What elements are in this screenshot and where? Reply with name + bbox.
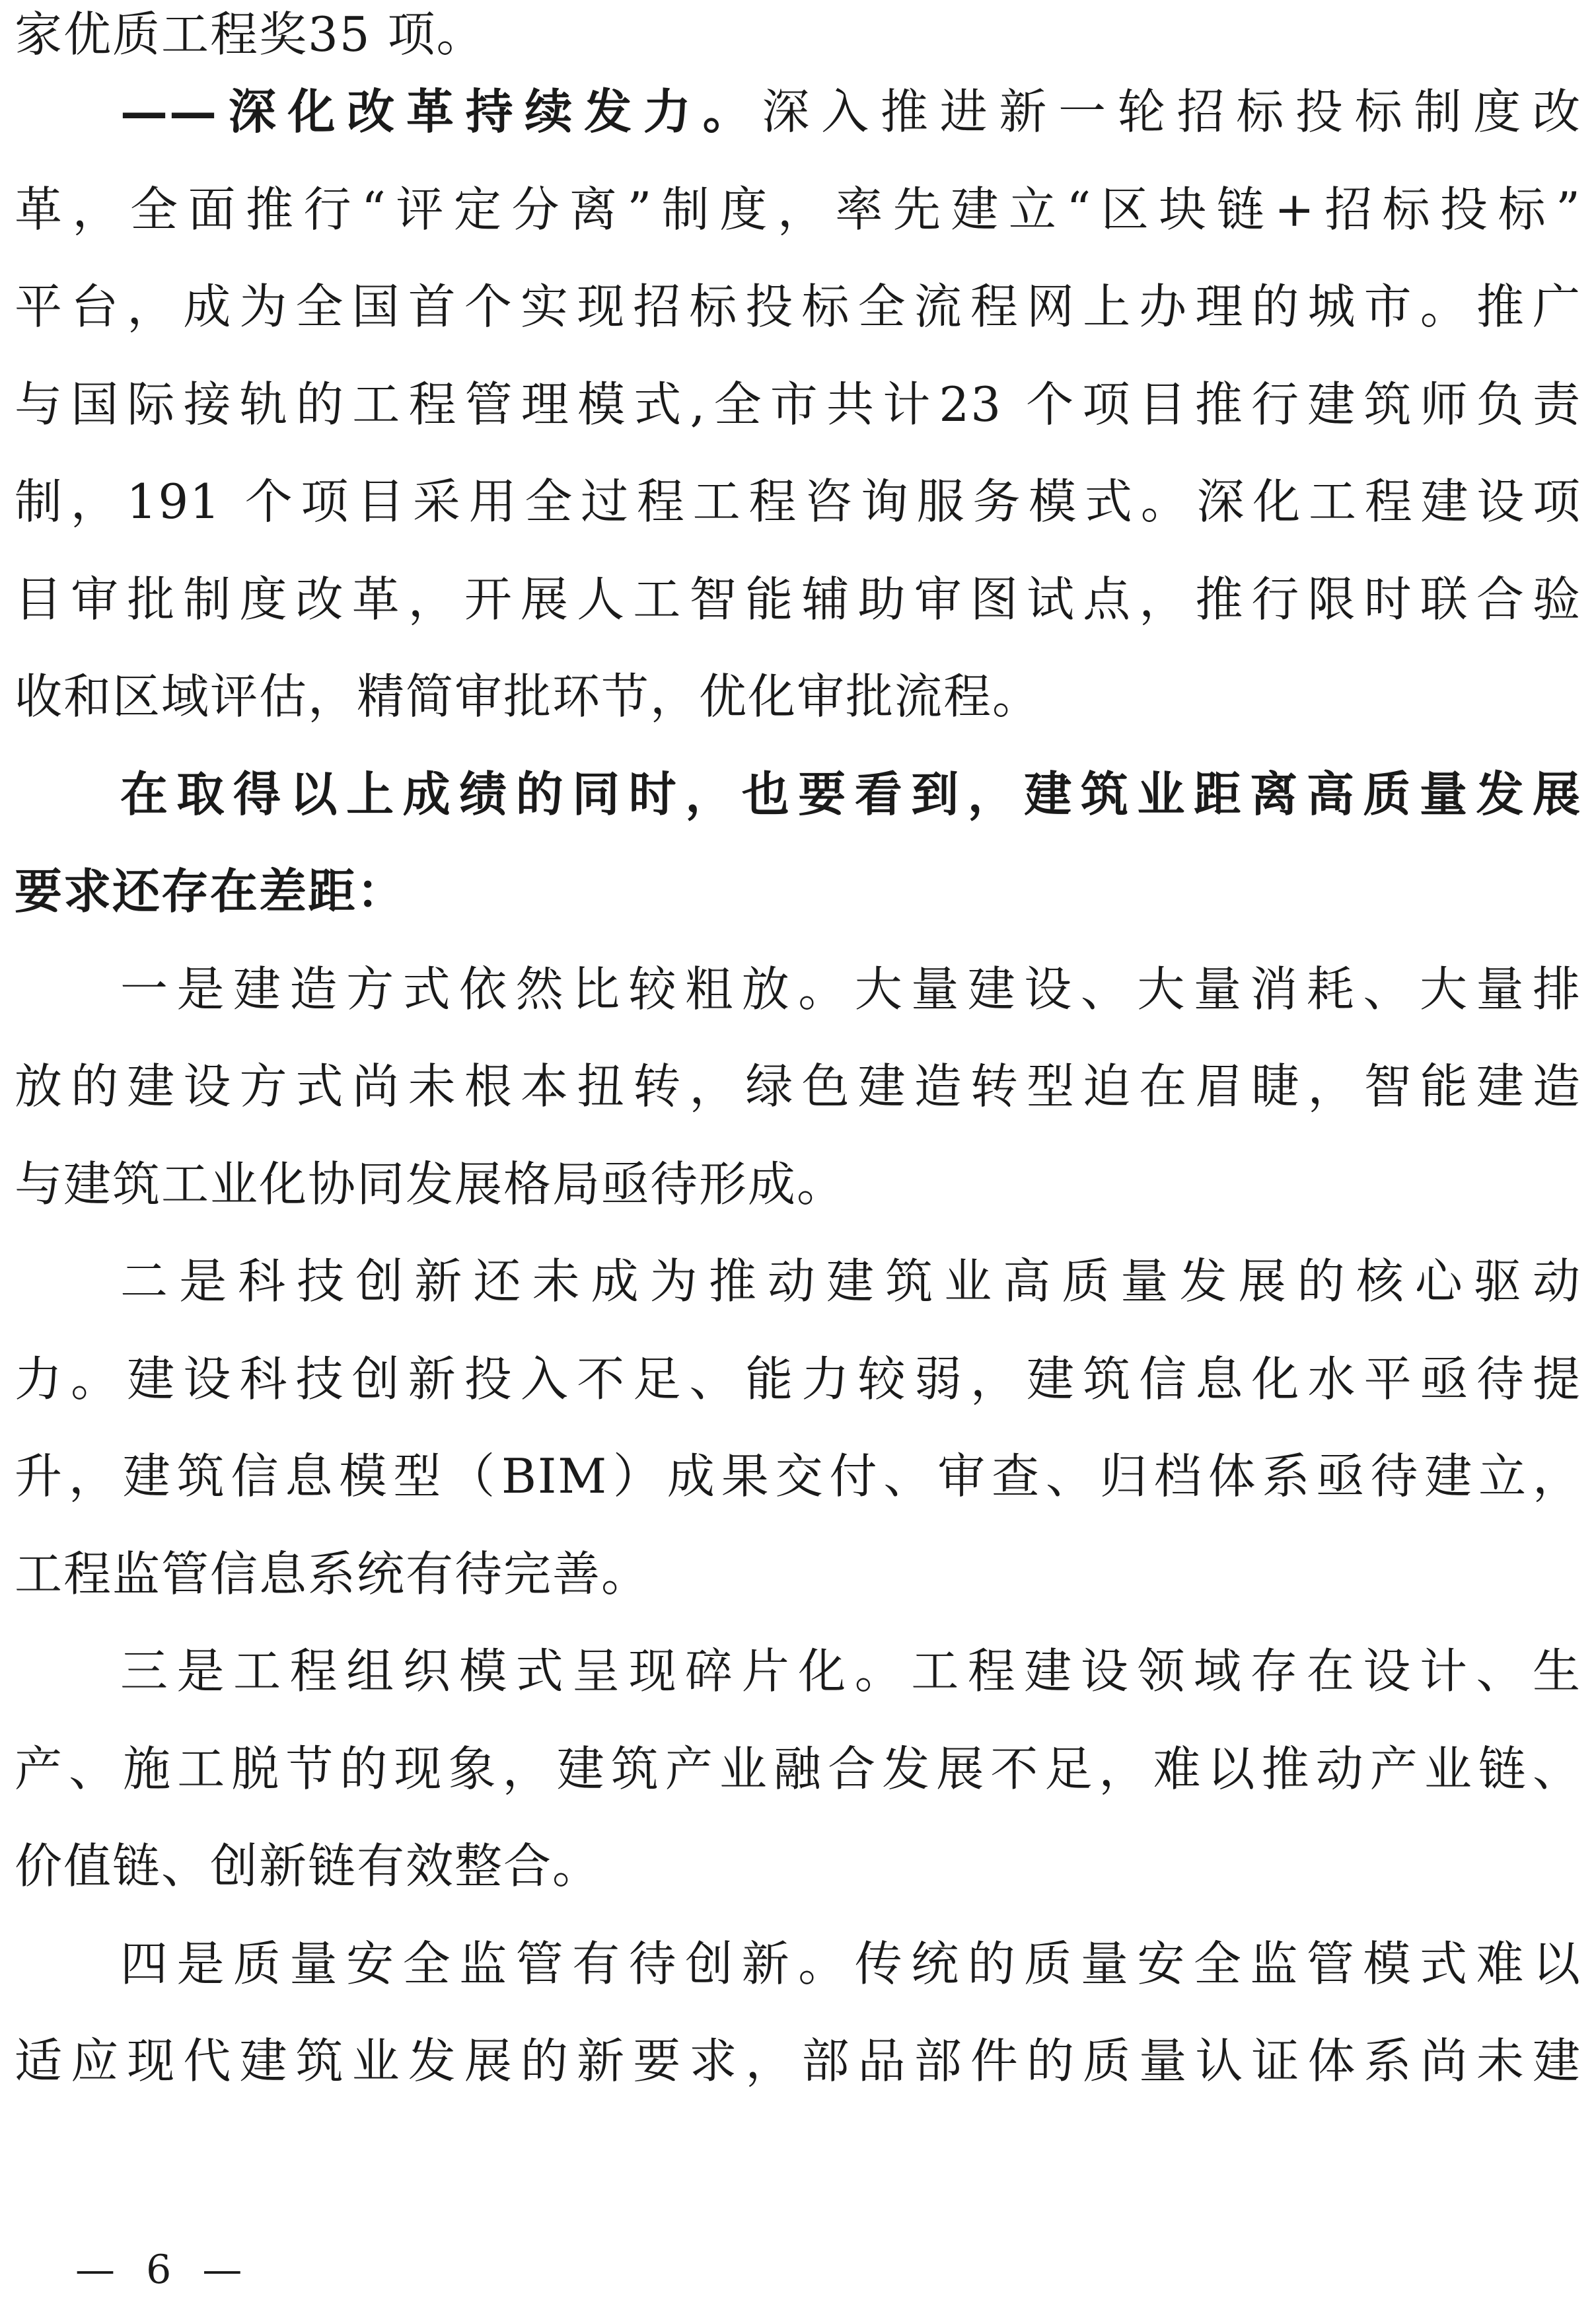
text-line: 收和区域评估，精简审批环节，优化审批流程。 [15, 669, 1042, 724]
text-line: 力。建设科技创新投入不足、能力较弱，建筑信息化水平亟待提 [15, 1351, 1581, 1407]
text-line: 价值链、创新链有效整合。 [15, 1838, 602, 1894]
text-line: 四是质量安全监管有待创新。传统的质量安全监管模式难以 [120, 1935, 1581, 1992]
document-page [15, 0, 1581, 2318]
text-line: 三是工程组织模式呈现碎片化。工程建设领域存在设计、生 [120, 1643, 1581, 1699]
text-line: 一是建造方式依然比较粗放。大量建设、大量消耗、大量排 [120, 961, 1581, 1017]
text-line: 适应现代建筑业发展的新要求，部品部件的质量认证体系尚未建 [15, 2033, 1581, 2089]
text-line: 与建筑工业化协同发展格局亟待形成。 [15, 1156, 846, 1212]
text-line [15, 77, 1581, 175]
text-line: 革，全面推行“评定分离”制度，率先建立“区块链+招标投标” [15, 181, 1581, 237]
bold-heading: ——深化改革持续发力。 [120, 83, 762, 139]
text-line: 放的建设方式尚未根本扭转，绿色建造转型迫在眉睫，智能建造 [15, 1059, 1581, 1114]
text-line: 在取得以上成绩的同时，也要看到，建筑业距离高质量发展 [120, 765, 1581, 822]
text-line: 与国际接轨的工程管理模式,全市共计23 个项目推行建筑师负责 [15, 376, 1581, 432]
page-number: — 6 — [75, 2247, 252, 2293]
body-text [15, 0, 1581, 2124]
text-line: 工程监管信息系统有待完善。 [15, 1546, 651, 1602]
text-line: 目审批制度改革，开展人工智能辅助审图试点，推行限时联合验 [15, 571, 1581, 627]
text-line: 二是科技创新还未成为推动建筑业高质量发展的核心驱动 [120, 1253, 1581, 1309]
text-line: 制，191 个项目采用全过程工程咨询服务模式。深化工程建设项 [15, 474, 1581, 529]
text-line: 产、施工脱节的现象，建筑产业融合发展不足，难以推动产业链、 [15, 1740, 1581, 1797]
text-line: 要求还存在差距： [15, 863, 406, 919]
text-line: 升，建筑信息模型（BIM）成果交付、审查、归档体系亟待建立， [15, 1448, 1581, 1504]
text-line: 平台，成为全国首个实现招标投标全流程网上办理的城市。推广 [15, 279, 1581, 334]
text-line: 家优质工程奖35 项。 [15, 7, 486, 62]
text-span: 深入推进新一轮招标投标制度改 [762, 84, 1581, 139]
